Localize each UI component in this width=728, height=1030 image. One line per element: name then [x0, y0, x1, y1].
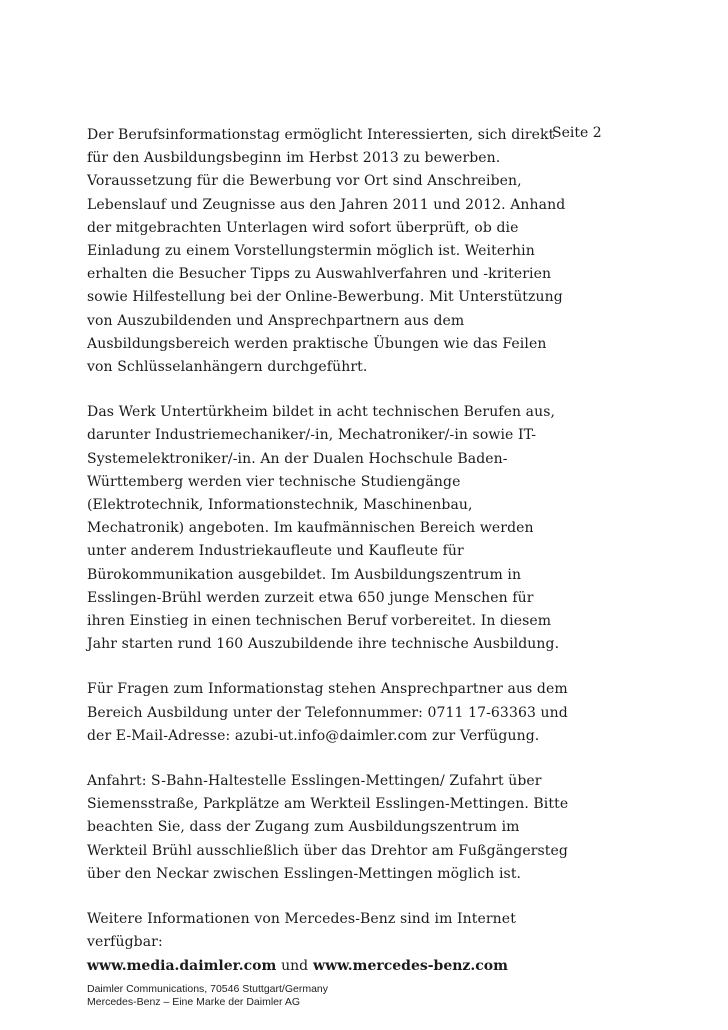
text-line: Voraussetzung für die Bewerbung vor Ort sind Anschreiben,: [87, 173, 522, 190]
text-line: unter anderem Industriekaufleute und Kaufleute für: [87, 543, 464, 560]
text-line: Ausbildungsbereich werden praktische Übungen wie das Feilen: [87, 335, 547, 352]
text-line: Siemensstraße, Parkplätze am Werkteil Esslingen-Mettingen. Bitte: [87, 796, 569, 813]
text-line: von Auszubildenden und Ansprechpartnern aus dem: [87, 312, 465, 329]
text-line: Bürokommunikation ausgebildet. Im Ausbildungszentrum in: [87, 566, 522, 583]
text-line: darunter Industriemechaniker/-in, Mechatroniker/-in sowie IT-: [87, 427, 537, 444]
paragraph: [87, 124, 566, 379]
text-line: Lebenslauf und Zeugnisse aus den Jahren 2011 und 2012. Anhand: [87, 196, 566, 213]
media-link[interactable]: www.media.daimler.com: [87, 957, 277, 974]
text-line: Weitere Informationen von Mercedes-Benz sind im Internet: [87, 911, 516, 928]
text-line: Einladung zu einem Vorstellungstermin möglich ist. Weiterhin: [87, 243, 535, 260]
paragraph: [87, 908, 547, 954]
footer: [87, 983, 328, 1009]
text-line: Der Berufsinformationstag ermöglicht Interessierten, sich direkt: [87, 127, 555, 143]
text-line: für den Ausbildungsbeginn im Herbst 2013 zu bewerben.: [87, 150, 501, 167]
text-line: Esslingen-Brühl werden zurzeit etwa 650 junge Menschen für: [87, 589, 534, 606]
text-line: Für Fragen zum Informationstag stehen Ansprechpartner aus dem: [87, 681, 568, 698]
footer-address: Daimler Communications, 70546 Stuttgart/Germany: [87, 983, 329, 995]
text-line: beachten Sie, dass der Zugang zum Ausbildungszentrum im: [87, 819, 520, 836]
page-number: Seite 2: [552, 125, 602, 141]
paragraph: [87, 401, 560, 656]
text-line: über den Neckar zwischen Esslingen-Mettingen möglich ist.: [87, 865, 522, 882]
text-line: Jahr starten rund 160 Auszubildende ihre technische Ausbildung.: [87, 636, 560, 653]
text-line: ihren Einstieg in einen technischen Beruf vorbereitet. In diesem: [87, 613, 552, 630]
links-connector: und: [281, 957, 309, 974]
paragraph: [87, 678, 568, 748]
text-line: (Elektrotechnik, Informationstechnik, Maschinenbau,: [87, 497, 473, 514]
text-line: Werkteil Brühl ausschließlich über das Drehtor am Fußgängersteg: [87, 842, 568, 859]
text-line: Anfahrt: S-Bahn-Haltestelle Esslingen-Mettingen/ Zufahrt über: [87, 773, 542, 790]
document-body: [87, 124, 569, 977]
text-line: Württemberg werden vier technische Studiengänge: [87, 473, 461, 490]
text-line: der E-Mail-Adresse: azubi-ut.info@daimler.com zur Verfügung.: [87, 727, 540, 744]
text-line: Systemelektroniker/-in. An der Dualen Hochschule Baden-: [87, 450, 508, 467]
text-line: verfügbar:: [87, 934, 163, 951]
text-line: von Schlüsselanhängern durchgeführt.: [87, 359, 368, 376]
text-line: der mitgebrachten Unterlagen wird sofort überprüft, ob die: [87, 219, 519, 236]
paragraph: [87, 770, 569, 886]
text-line: Bereich Ausbildung unter der Telefonnummer: 0711 17-63363 und: [87, 704, 568, 721]
footer-brand: Mercedes-Benz – Eine Marke der Daimler AG: [87, 996, 300, 1008]
text-line: Das Werk Untertürkheim bildet in acht technischen Berufen aus,: [87, 404, 556, 421]
text-line: erhalten die Besucher Tipps zu Auswahlverfahren und -kriterien: [87, 266, 552, 283]
web-links: [87, 955, 547, 977]
mercedes-link[interactable]: www.mercedes-benz.com: [313, 957, 508, 974]
text-line: Mechatronik) angeboten. Im kaufmännischen Bereich werden: [87, 520, 534, 537]
text-line: sowie Hilfestellung bei der Online-Bewerbung. Mit Unterstützung: [87, 289, 563, 306]
